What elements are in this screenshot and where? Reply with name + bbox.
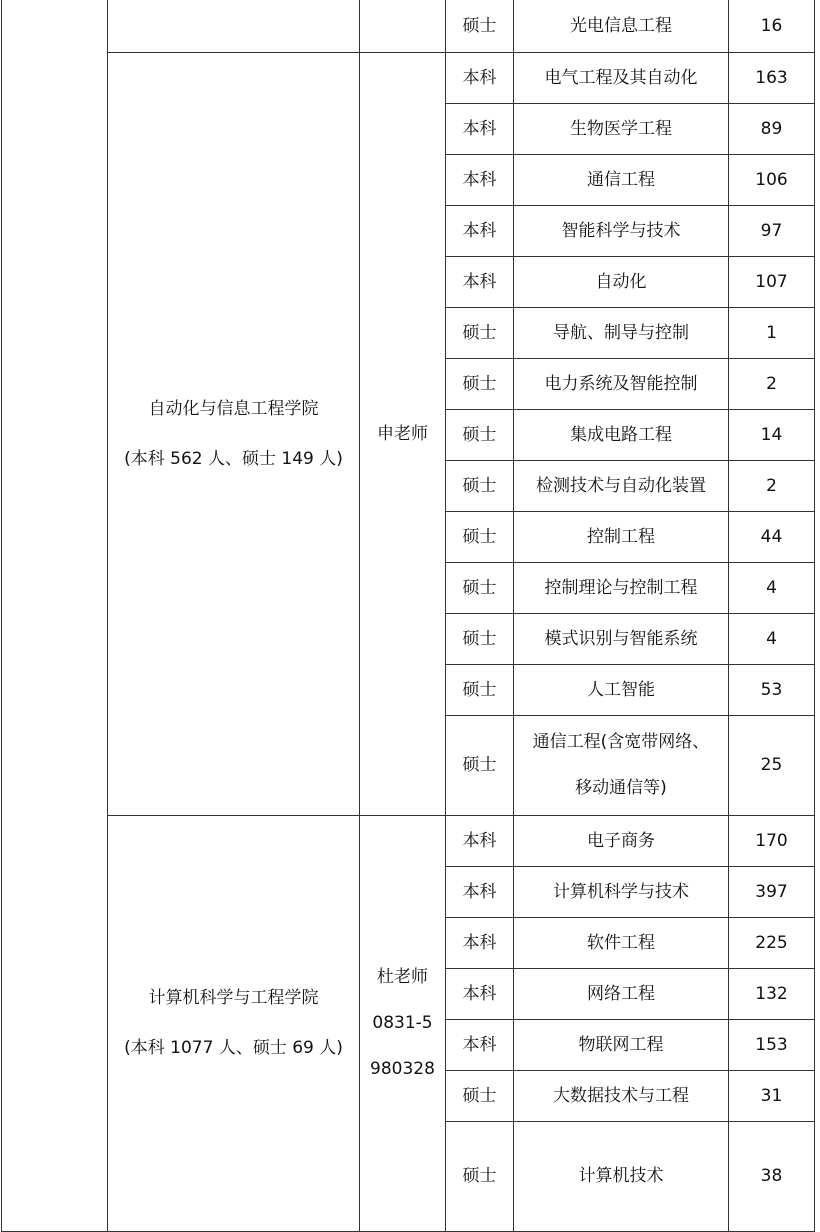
- degree-cell: 硕士: [446, 715, 514, 815]
- count-cell: 106: [729, 154, 815, 205]
- contact-name: 杜老师: [377, 967, 428, 987]
- major-cell: 计算机技术: [514, 1121, 729, 1231]
- major-cell: 生物医学工程: [514, 103, 729, 154]
- contact-cell-automation: 申老师: [360, 52, 446, 815]
- degree-cell: 硕士: [446, 613, 514, 664]
- major-cell: 网络工程: [514, 968, 729, 1019]
- college-summary: (本科 562 人、硕士 149 人): [124, 448, 343, 469]
- count-cell: 132: [729, 968, 815, 1019]
- major-cell: 光电信息工程: [514, 0, 729, 52]
- count-cell: 53: [729, 664, 815, 715]
- table-row: [2, 815, 815, 866]
- count-cell: 4: [729, 613, 815, 664]
- count-cell: 16: [729, 0, 815, 52]
- major-cell: 通信工程: [514, 154, 729, 205]
- enrollment-table: [1, 0, 815, 1232]
- degree-cell: 硕士: [446, 460, 514, 511]
- count-cell: 4: [729, 562, 815, 613]
- major-cell: 控制理论与控制工程: [514, 562, 729, 613]
- major-cell: 检测技术与自动化装置: [514, 460, 729, 511]
- college-cell-empty: [108, 0, 360, 52]
- major-cell: 智能科学与技术: [514, 205, 729, 256]
- category-column-cell: [2, 0, 108, 1231]
- major-cell: 大数据技术与工程: [514, 1070, 729, 1121]
- major-cell: 计算机科学与技术: [514, 866, 729, 917]
- degree-cell: 本科: [446, 256, 514, 307]
- enrollment-table-container: [1, 0, 815, 1232]
- count-cell: 97: [729, 205, 815, 256]
- major-cell: 物联网工程: [514, 1019, 729, 1070]
- major-cell: 电气工程及其自动化: [514, 52, 729, 103]
- major-cell: 人工智能: [514, 664, 729, 715]
- degree-cell: 硕士: [446, 664, 514, 715]
- major-line: 移动通信等): [575, 778, 667, 798]
- count-cell: 163: [729, 52, 815, 103]
- count-cell: 1: [729, 307, 815, 358]
- degree-cell: 本科: [446, 103, 514, 154]
- major-cell: 控制工程: [514, 511, 729, 562]
- degree-cell: 本科: [446, 52, 514, 103]
- major-cell: 电子商务: [514, 815, 729, 866]
- college-summary: (本科 1077 人、硕士 69 人): [124, 1038, 343, 1058]
- table-row: [2, 52, 815, 103]
- count-cell: 44: [729, 511, 815, 562]
- major-cell: [514, 715, 729, 815]
- table-row-prev: [2, 0, 815, 52]
- college-cell-cs: [108, 815, 360, 1231]
- major-cell: 导航、制导与控制: [514, 307, 729, 358]
- degree-cell: 本科: [446, 815, 514, 866]
- count-cell: 397: [729, 866, 815, 917]
- major-cell: 自动化: [514, 256, 729, 307]
- count-cell: 153: [729, 1019, 815, 1070]
- degree-cell: 硕士: [446, 409, 514, 460]
- count-cell: 31: [729, 1070, 815, 1121]
- degree-cell: 本科: [446, 205, 514, 256]
- college-cell-automation: [108, 52, 360, 815]
- degree-cell: 硕士: [446, 1070, 514, 1121]
- major-cell: 模式识别与智能系统: [514, 613, 729, 664]
- degree-cell: 硕士: [446, 511, 514, 562]
- college-name: 计算机科学与工程学院: [148, 988, 319, 1008]
- major-cell: 软件工程: [514, 917, 729, 968]
- count-cell: 89: [729, 103, 815, 154]
- major-line: 通信工程(含宽带网络、: [532, 732, 710, 752]
- major-cell: 集成电路工程: [514, 409, 729, 460]
- count-cell: 25: [729, 715, 815, 815]
- contact-phone: 0831-5: [372, 1013, 433, 1033]
- count-cell: 38: [729, 1121, 815, 1231]
- contact-cell-empty: [360, 0, 446, 52]
- degree-cell: 本科: [446, 1019, 514, 1070]
- degree-cell: 硕士: [446, 562, 514, 613]
- degree-cell: 本科: [446, 154, 514, 205]
- degree-cell: 硕士: [446, 0, 514, 52]
- count-cell: 225: [729, 917, 815, 968]
- count-cell: 14: [729, 409, 815, 460]
- count-cell: 2: [729, 460, 815, 511]
- degree-cell: 硕士: [446, 358, 514, 409]
- degree-cell: 本科: [446, 968, 514, 1019]
- degree-cell: 硕士: [446, 307, 514, 358]
- degree-cell: 硕士: [446, 1121, 514, 1231]
- major-cell: 电力系统及智能控制: [514, 358, 729, 409]
- college-name: 自动化与信息工程学院: [148, 398, 319, 419]
- degree-cell: 本科: [446, 866, 514, 917]
- count-cell: 2: [729, 358, 815, 409]
- degree-cell: 本科: [446, 917, 514, 968]
- count-cell: 107: [729, 256, 815, 307]
- contact-cell-cs: [360, 815, 446, 1231]
- count-cell: 170: [729, 815, 815, 866]
- contact-phone: 980328: [370, 1059, 435, 1079]
